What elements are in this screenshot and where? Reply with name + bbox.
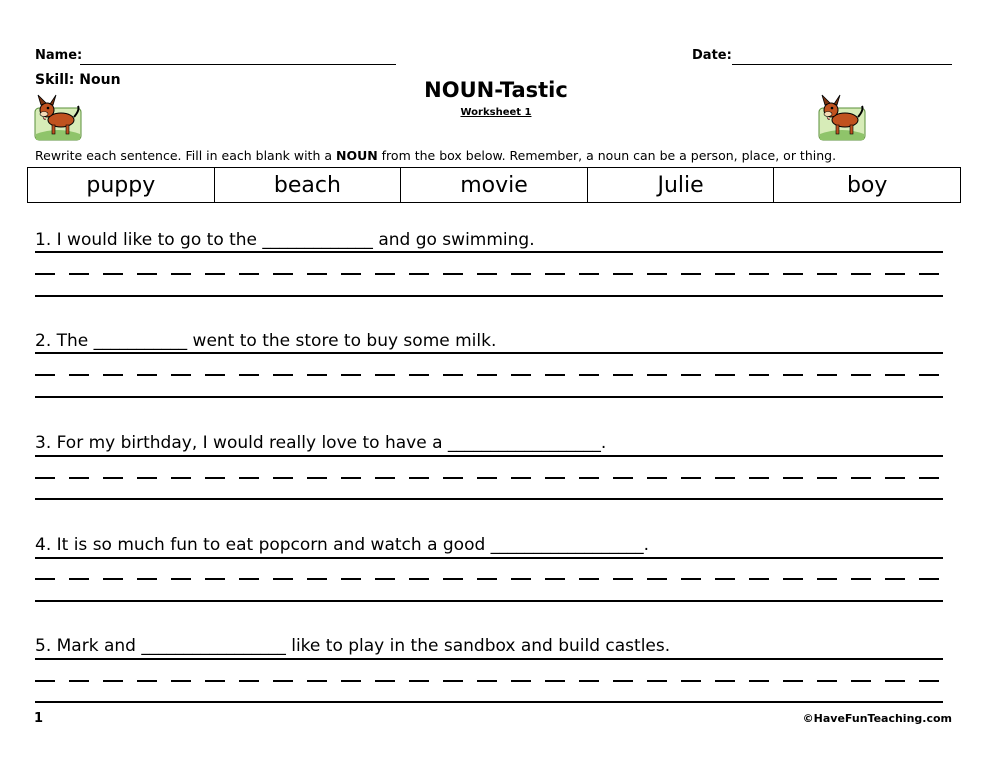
writing-line-dashed xyxy=(35,477,943,479)
word-box-item: movie xyxy=(400,168,587,202)
name-field[interactable] xyxy=(80,64,396,65)
question-2: 2. The ___________ went to the store to buy some milk. xyxy=(35,331,497,351)
worksheet-subtitle: Worksheet 1 xyxy=(460,107,532,118)
writing-line-top[interactable] xyxy=(35,251,943,253)
instructions-after: from the box below. Remember, a noun can be a person, place, or thing. xyxy=(377,148,837,163)
word-box-item: beach xyxy=(214,168,401,202)
date-field[interactable] xyxy=(732,64,952,65)
instructions-emphasis: NOUN xyxy=(335,148,378,163)
writing-line-dashed xyxy=(35,680,943,682)
skill-label: Skill: Noun xyxy=(35,72,121,88)
writing-line-bottom[interactable] xyxy=(35,295,943,297)
writing-line-dashed xyxy=(35,374,943,376)
writing-line-dashed xyxy=(35,578,943,580)
writing-line-dashed xyxy=(35,273,943,275)
instructions-before: Rewrite each sentence. Fill in each blank with a xyxy=(35,148,336,163)
word-box xyxy=(27,167,961,203)
name-label: Name: xyxy=(35,48,83,63)
writing-line-bottom[interactable] xyxy=(35,396,943,398)
question-4: 4. It is so much fun to eat popcorn and watch a good __________________. xyxy=(35,535,650,555)
writing-line-bottom[interactable] xyxy=(35,600,943,602)
writing-line-bottom[interactable] xyxy=(35,498,943,500)
writing-line-top[interactable] xyxy=(35,557,943,559)
writing-line-top[interactable] xyxy=(35,455,943,457)
writing-line-bottom[interactable] xyxy=(35,701,943,703)
instructions xyxy=(35,148,836,163)
writing-line-top[interactable] xyxy=(35,658,943,660)
worksheet-title: NOUN-Tastic xyxy=(424,78,568,102)
question-5: 5. Mark and _________________ like to play in the sandbox and build castles. xyxy=(35,636,671,656)
question-3: 3. For my birthday, I would really love to have a __________________. xyxy=(35,433,607,453)
dog-icon xyxy=(818,90,866,142)
writing-line-top[interactable] xyxy=(35,352,943,354)
word-box-item: puppy xyxy=(86,172,156,198)
word-box-item: boy xyxy=(773,168,960,202)
question-1: 1. I would like to go to the _____________ and go swimming. xyxy=(35,230,535,250)
page-number: 1 xyxy=(34,711,44,726)
word-box-item: Julie xyxy=(587,168,774,202)
date-label: Date: xyxy=(692,48,732,63)
copyright-notice: ©HaveFunTeaching.com xyxy=(802,712,952,725)
dog-icon xyxy=(34,90,82,142)
